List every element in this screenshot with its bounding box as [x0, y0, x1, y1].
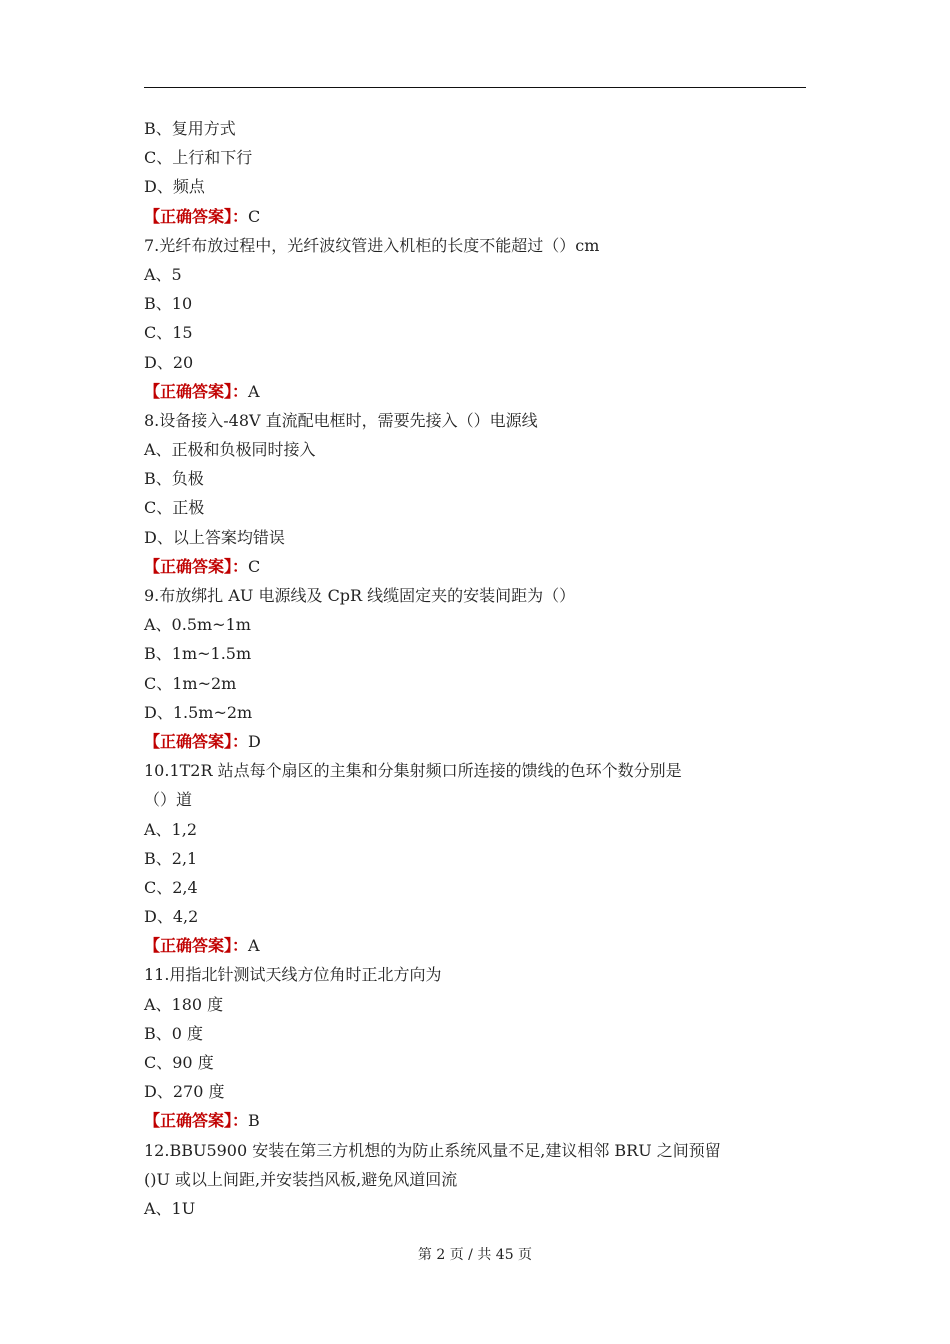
text-line: ()U 或以上间距,并安装挡风板,避免风道回流 [144, 1169, 458, 1189]
text-line: 9.布放绑扎 AU 电源线及 CpR 线缆固定夹的安装间距为（） [144, 586, 576, 605]
text-line: A、1,2 [144, 819, 198, 839]
text-line: D、270 度 [144, 1082, 225, 1102]
text-line: C、15 [144, 323, 193, 343]
answer-value: C [248, 556, 261, 576]
text-line: A、正极和负极同时接入 [144, 440, 316, 460]
answer-line [144, 727, 806, 756]
text-line: A、1U [144, 1198, 196, 1218]
answer-label: 【正确答案】： [144, 936, 249, 956]
text-line: C、90 度 [144, 1053, 214, 1072]
text-line: D、频点 [144, 177, 205, 197]
text-line: （）道 [144, 790, 193, 810]
answer-line [144, 377, 806, 406]
answer-label: 【正确答案】： [144, 1111, 249, 1131]
text-line: 11.用指北针测试天线方位角时正北方向为 [144, 965, 442, 985]
text-line: A、0.5m~1m [144, 615, 251, 635]
header-rule [144, 87, 806, 88]
text-line: C、上行和下行 [144, 148, 253, 168]
answer-value: A [248, 381, 260, 401]
text-line: C、正极 [144, 498, 205, 518]
answer-label: 【正确答案】： [144, 206, 249, 226]
answer-label: 【正确答案】： [144, 556, 249, 576]
text-line: B、负极 [144, 469, 204, 489]
answer-label: 【正确答案】： [144, 381, 249, 401]
text-line: B、0 度 [144, 1023, 204, 1043]
text-line: 7.光纤布放过程中，光纤波纹管进入机柜的长度不能超过（）cm [144, 235, 600, 255]
text-line: C、1m~2m [144, 673, 237, 693]
answer-line [144, 202, 806, 231]
document-body [144, 114, 806, 1223]
answer-line [144, 931, 806, 960]
text-line: D、4,2 [144, 907, 199, 927]
answer-line [144, 1106, 806, 1135]
answer-value: C [248, 206, 261, 226]
text-line: 12.BBU5900 安装在第三方机想的为防止系统风量不足,建议相邻 BRU 之间预留 [144, 1140, 721, 1160]
text-line: B、2,1 [144, 848, 198, 868]
text-line: 8.设备接入-48V 直流配电框时，需要先接入（）电源线 [144, 410, 538, 430]
text-line: D、1.5m~2m [144, 702, 253, 722]
text-line: B、10 [144, 294, 193, 314]
text-line: B、复用方式 [144, 119, 236, 138]
text-line: A、180 度 [144, 994, 224, 1014]
answer-value: D [248, 731, 261, 751]
text-line: C、2,4 [144, 877, 198, 897]
answer-line [144, 552, 806, 581]
text-line: D、以上答案均错误 [144, 527, 285, 547]
answer-label: 【正确答案】： [144, 731, 249, 751]
text-line: D、20 [144, 352, 194, 372]
answer-value: B [248, 1111, 260, 1131]
text-line: 10.1T2R 站点每个扇区的主集和分集射频口所连接的馈线的色环个数分别是 [144, 761, 682, 781]
text-line: A、5 [144, 264, 182, 284]
answer-value: A [248, 936, 260, 956]
text-line: B、1m~1.5m [144, 644, 252, 664]
page-footer: 第 2 页 / 共 45 页 [417, 1247, 533, 1263]
